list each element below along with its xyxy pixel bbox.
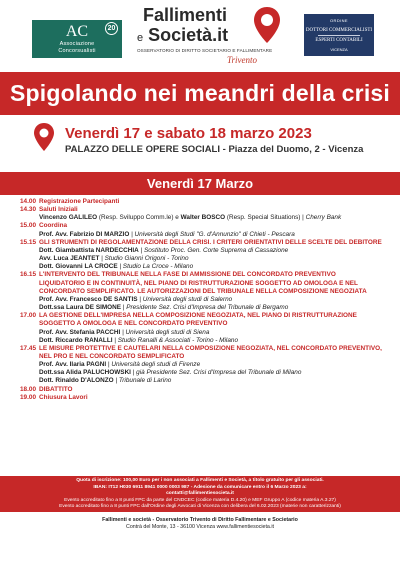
registration-footer	[0, 476, 400, 512]
session-title: Registrazione Partecipanti	[39, 198, 120, 205]
ac-logo-line2: Concorsualisti	[58, 48, 96, 54]
ac-logo	[32, 20, 122, 58]
program-item	[20, 312, 392, 345]
odcec-line3: ESPERTI CONTABILI	[315, 38, 363, 43]
brand-title-line2: e Società.it	[137, 25, 229, 45]
session-title: LE MISURE PROTETTIVE E CAUTELARI NELLA COMPOSIZIONE NEGOZIATA, NEL CONCORDATO PREVENTIVO,	[39, 344, 382, 352]
footer-iban: IBAN: IT12 H030 6911 8941 0000 0003 987 - Adesione da comunicare entro il 6 Marzo 2023 a:	[93, 484, 307, 490]
organizer-address: Contrà del Monte, 13 - 36100 Vicenza www.fallimentiesocieta.it	[126, 524, 274, 530]
organizer-name: Fallimenti e società - Osservatorio Trivento di Diritto Fallimentare e Societario	[102, 517, 298, 523]
event-info	[0, 118, 400, 170]
program-time: 15.15	[20, 238, 36, 246]
speaker-line: Dott.ssa Alida PALUCHOWSKI | già Presidente Sez. Crisi d'Impresa del Tribunale di Milano	[39, 369, 302, 377]
program-item	[20, 198, 392, 206]
location-pin-icon	[33, 122, 55, 152]
speaker-line: Dott.ssa Laura DE SIMONE | Presidente Sez. Crisi d'Impresa del Tribunale di Bergamo	[39, 304, 289, 312]
program-time: 17.45	[20, 344, 36, 352]
program-item	[20, 345, 392, 386]
session-title: LA GESTIONE DELL'IMPRESA NELLA COMPOSIZIONE NEGOZIATA, NEL PIANO DI RISTRUTTURAZIONE	[39, 312, 357, 320]
speaker-line: Prof. Avv. Fabrizio DI MARZIO | Università degli Studi "G. d'Annunzio" di Chieti - Pescara	[39, 230, 295, 238]
program-time: 18.00	[20, 385, 36, 393]
odcec-line4: VICENZA	[330, 47, 348, 52]
header	[0, 0, 400, 70]
footer-accreditation-cndcec: Evento accreditato fino a 8 punti FPC da parte del CNDCEC (codice materia D.4.20) e MEF Gruppo A (codice materia A.3.27)	[64, 497, 336, 503]
program-time: 19.00	[20, 393, 36, 401]
session-title: DIBATTITO	[39, 385, 73, 393]
brand-observatory: OSSERVATORIO DI DIRITTO SOCIETARIO E FALLIMENTARE	[137, 48, 273, 53]
program-time: 17.00	[20, 312, 36, 320]
page-title: Spigolando nei meandri della crisi	[0, 72, 400, 115]
day-title: Venerdì 17 Marzo	[0, 172, 400, 195]
footer-accreditation-ordine: Evento accreditato fino a 8 punti FPC dall'Ordine degli Avvocati di Vicenza con delibera del 6.02.2023 (materie non caratterizzanti)	[59, 504, 341, 509]
organizer-info	[0, 517, 400, 531]
speaker-line: Dott. Riccardo RANALLI | Studio Ranalli & Associati - Torino - Milano	[39, 336, 239, 344]
program-time: 16.15	[20, 271, 36, 279]
session-title: GLI STRUMENTI DI REGOLAMENTAZIONE DELLA CRISI. I CRITERI ORIENTATIVI DELLE SCELTE DEL DEBITORE	[39, 238, 382, 246]
footer-fee: Quota di iscrizione: 100,00 Euro per i non associati a Fallimenti e Società, a titolo gratuito per gli associati.	[76, 478, 324, 483]
speaker-line: Avv. Luca JEANTET | Studio Gianni Origoni - Torino	[39, 255, 189, 263]
odcec-line2: DOTTORI COMMERCIALISTI	[305, 28, 373, 33]
session-title: CONCORDATO SEMPLIFICATO. LE AUTORIZZAZIONI DEL TRIBUNALE NELLA COMPOSIZIONE NEGOZIATA	[39, 287, 367, 295]
ac-logo-letters: AC	[65, 23, 89, 40]
odcec-logo	[304, 14, 374, 56]
program-time: 14.00	[20, 198, 36, 205]
program-item	[20, 386, 392, 394]
program	[20, 198, 392, 402]
speaker-line: Prof. Avv. Ilaria PAGNI | Università degli studi di Firenze	[39, 361, 201, 369]
session-title: L'INTERVENTO DEL TRIBUNALE NELLA FASE DI AMMISSIONE DEL CONCORDATO PREVENTIVO	[39, 271, 336, 279]
speaker-line: Dott. Giambattista NARDECCHIA | Sostituto Proc. Gen. Corte Suprema di Cassazione	[39, 246, 289, 254]
program-item	[20, 222, 392, 238]
brand-location: Trivento	[227, 55, 258, 65]
session-title: NEL PRO E NEL CONCORDATO SEMPLIFICATO	[39, 352, 185, 360]
session-title: LIQUIDATORIO E IN CONTINUITÀ, NEL PIANO DI RISTRUTTURAZIONE SOGGETTO AD OMOLOGA E NEL	[39, 279, 358, 287]
program-time: 14.30	[20, 206, 36, 214]
odcec-line1: ORDINE	[330, 18, 348, 23]
brand-logo	[137, 5, 282, 67]
brand-title-line1: Fallimenti	[143, 5, 228, 25]
speaker-line: Dott. Rinaldo D'ALONZO | Tribunale di Larino	[39, 377, 172, 385]
program-item	[20, 239, 392, 272]
session-title: SOGGETTO A OMOLOGA E NEL CONCORDATO PREVENTIVO	[39, 320, 228, 328]
ac-logo-line1: Associazione	[59, 41, 95, 47]
footer-contact: contatti@fallimentiesocieta.it	[166, 491, 234, 496]
event-place: PALAZZO DELLE OPERE SOCIALI - Piazza del Duomo, 2 - Vicenza	[65, 144, 364, 155]
program-item	[20, 394, 392, 402]
session-title: Coordina	[39, 222, 68, 230]
speaker-line: Prof. Avv. Francesco DE SANTIS | Università degli studi di Salerno	[39, 295, 233, 303]
location-pin-icon	[252, 5, 282, 45]
ac-logo-badge: 20	[105, 22, 118, 35]
session-title: Saluti Iniziali	[39, 206, 78, 214]
speaker-line: Vincenzo GALILEO (Resp. Sviluppo Comm.le) e Walter BOSCO (Resp. Special Situations) | Cherry Bank	[39, 214, 342, 222]
speaker-line: Dott. Giovanni LA CROCE | Studio La Croce - Milano	[39, 263, 194, 271]
program-time: 15.00	[20, 222, 36, 230]
session-title: Chiusura Lavori	[39, 393, 88, 401]
speaker-line: Prof. Avv. Stefania PACCHI | Università degli studi di Siena	[39, 328, 210, 336]
program-item	[20, 271, 392, 312]
event-date: Venerdì 17 e sabato 18 marzo 2023	[65, 125, 312, 142]
program-item	[20, 206, 392, 222]
